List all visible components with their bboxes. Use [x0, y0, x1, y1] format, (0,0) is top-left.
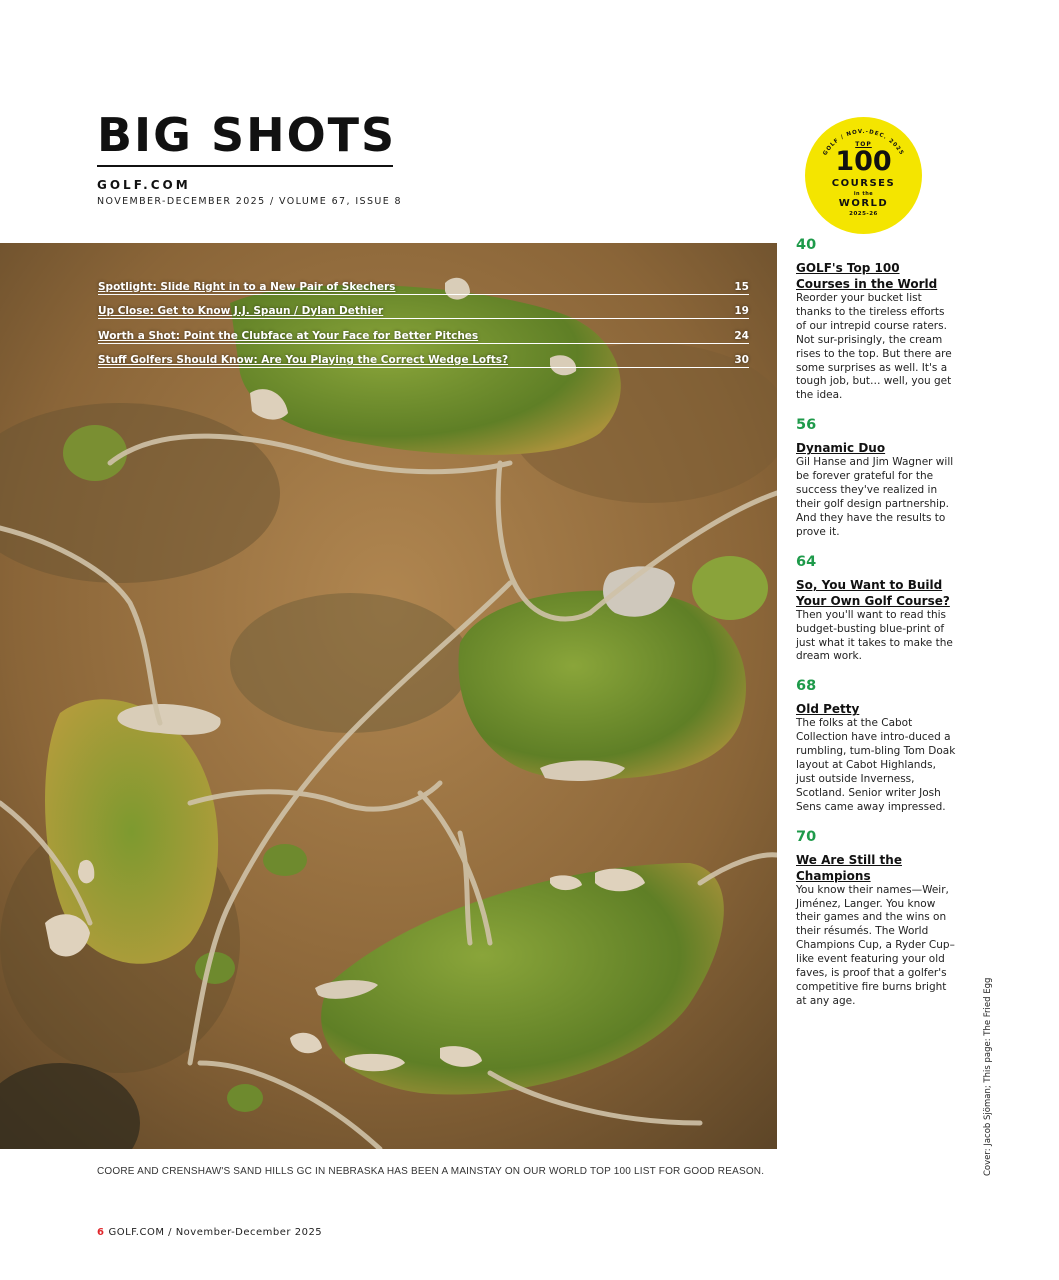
feature-headline[interactable]: Dynamic Duo [796, 441, 886, 456]
toc-item-title[interactable]: Worth a Shot: Point the Clubface at Your Face for Better Pitches [98, 329, 479, 342]
page-title: BIG SHOTS [97, 108, 397, 162]
feature-page: 70 [796, 828, 817, 845]
toc-item[interactable] [98, 295, 749, 320]
toc-item-title[interactable]: Stuff Golfers Should Know: Are You Playing the Correct Wedge Lofts? [98, 354, 509, 366]
feature-description: The folks at the Cabot Collection have intro-duced a rumbling, tum-bling Tom Doak layout at Cabot Highlands, just outside Inverness, Scotland. Senior writer Josh Sens came away impressed. [796, 717, 956, 813]
page-footer [97, 1227, 322, 1238]
feature-page: 68 [796, 678, 817, 695]
toc-item-title[interactable]: Spotlight: Slide Right in to a New Pair of Skechers [98, 280, 396, 293]
feature-page: 64 [796, 553, 817, 570]
badge-year: 2025-26 [849, 211, 878, 217]
toc-item[interactable] [98, 319, 749, 344]
site-name: GOLF.COM [97, 178, 191, 192]
feature-item [796, 829, 956, 1009]
feature-list [796, 237, 956, 1023]
toc-item-title[interactable]: Up Close: Get to Know J.J. Spaun / Dylan Dethier [98, 305, 384, 317]
toc-item-page: 24 [734, 329, 749, 342]
feature-description: Then you'll want to read this budget-busting blue-print of just what it takes to make the dream work. [796, 608, 953, 663]
badge-courses: COURSES [831, 178, 896, 189]
feature-item [796, 554, 956, 665]
badge-world: WORLD [838, 198, 889, 209]
toc-list [98, 270, 749, 368]
feature-headline[interactable]: We Are Still the Champions [796, 852, 902, 883]
toc-item[interactable] [98, 270, 749, 295]
top-100-badge [805, 117, 922, 234]
toc-item-page: 19 [734, 305, 749, 317]
feature-item [796, 417, 956, 539]
feature-item [796, 237, 956, 403]
badge-number: 100 [835, 146, 892, 177]
issue-line: NOVEMBER-DECEMBER 2025 / VOLUME 67, ISSUE 8 [97, 196, 402, 207]
aerial-course-image [0, 243, 777, 1149]
toc-item-page: 15 [734, 280, 749, 293]
feature-headline[interactable]: GOLF's Top 100 Courses in the World [796, 261, 938, 291]
aerial-photo [0, 243, 777, 1149]
feature-item [796, 678, 956, 814]
footer-text: GOLF.COM / November-December 2025 [108, 1227, 323, 1238]
feature-description: You know their names—Weir, Jiménez, Langer. You know their games and the wins on their résumés. The World Champions Cup, a Ryder Cup–like event featuring your old faves, is proof that a golfer's competitive fire burns bright at any age. [796, 883, 955, 1007]
feature-headline[interactable]: Old Petty [796, 702, 860, 717]
feature-headline[interactable]: So, You Want to Build Your Own Golf Course? [796, 577, 950, 608]
feature-description: Reorder your bucket list thanks to the tireless efforts of our intrepid course raters. Not sur-prisingly, the cream rises to the top. But there are some surprises as well. It's a tough job, but… well, you get the idea. [796, 292, 952, 402]
toc-item-page: 30 [734, 354, 749, 366]
title-rule [97, 165, 393, 167]
photo-caption: COORE AND CRENSHAW'S SAND HILLS GC IN NEBRASKA HAS BEEN A MAINSTAY ON OUR WORLD TOP 100 LIST FOR GOOD REASON. [97, 1166, 765, 1177]
feature-description: Gil Hanse and Jim Wagner will be forever grateful for the success they've realized in their golf design partnership. And they have the results to prove it. [796, 456, 954, 538]
badge-in-the: in the [853, 191, 874, 197]
feature-page: 56 [796, 417, 817, 434]
toc-item[interactable] [98, 344, 749, 369]
badge-arc-text: GOLF / NOV.-DEC. 2025 [822, 128, 905, 157]
feature-page: 40 [796, 237, 817, 253]
badge-top: TOP [855, 141, 872, 148]
page-number: 6 [97, 1227, 105, 1238]
photo-credit: Cover: Jacob Sjöman; This page: The Fried Egg [983, 977, 993, 1176]
